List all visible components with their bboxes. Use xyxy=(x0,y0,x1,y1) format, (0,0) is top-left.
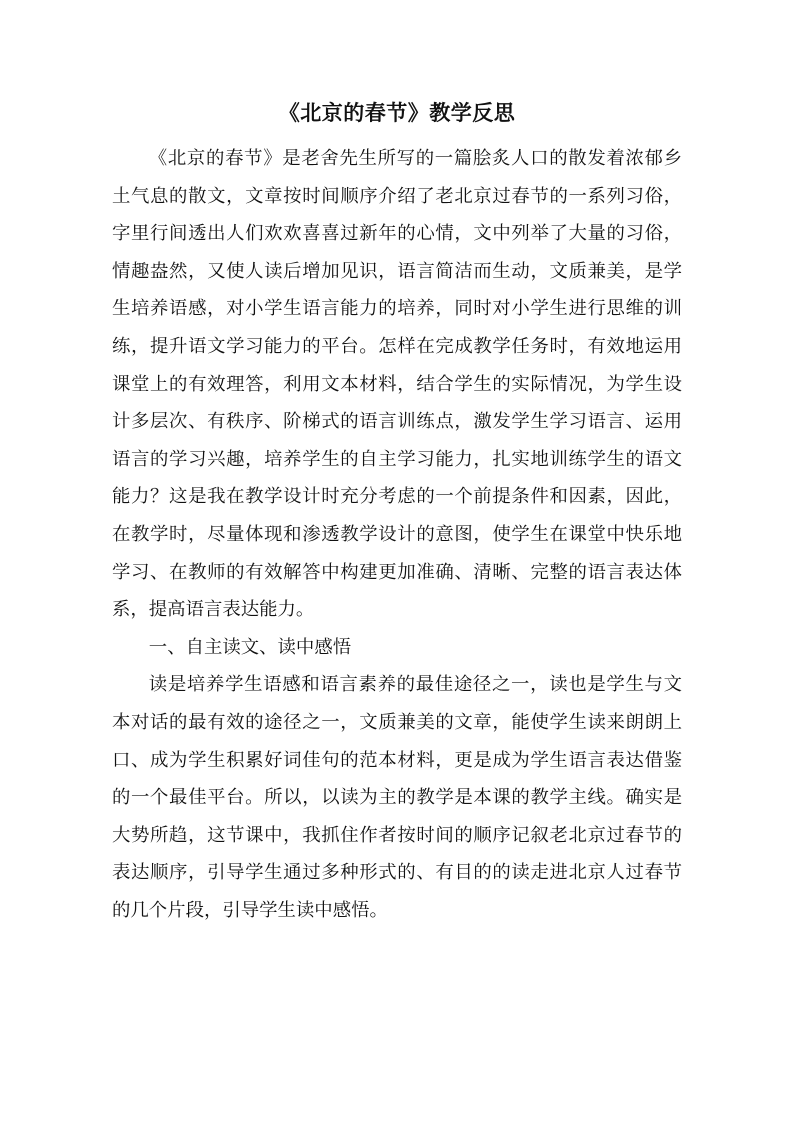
body-paragraph-2: 读是培养学生语感和语言素养的最佳途径之一，读也是学生与文本对话的最有效的途径之一，文质兼美的文章，能使学生读来朗朗上口、成为学生积累好词佳句的范本材料，更是成为学生语言表达借鉴的一个最佳平台。所以，以读为主的教学是本课的教学主线。确实是大势所趋，这节课中，我抓住作者按时间的顺序记叙老北京过春节的表达顺序，引导学生通过多种形式的、有目的的读走进北京人过春节的几个片段，引导学生读中感悟。 xyxy=(112,674,682,921)
section-heading-1: 一、自主读文、读中感悟 xyxy=(148,636,352,658)
document-title: 《北京的春节》教学反思 xyxy=(278,101,516,125)
body-paragraph-1: 《北京的春节》是老舍先生所写的一篇脍炙人口的散发着浓郁乡土气息的散文，文章按时间顺序介绍了老北京过春节的一系列习俗，字里行间透出人们欢欢喜喜过新年的心情，文中列举了大量的习俗，情趣盎然，又使人读后增加见识，语言简洁而生动，文质兼美，是学生培养语感，对小学生语言能力的培养，同时对小学生进行思维的训练，提升语文学习能力的平台。怎样在完成教学任务时，有效地运用课堂上的有效理答，利用文本材料，结合学生的实际情况，为学生设计多层次、有秩序、阶梯式的语言训练点，激发学生学习语言、运用语言的学习兴趣，培养学生的自主学习能力，扎实地训练学生的语文能力？这是我在教学设计时充分考虑的一个前提条件和因素，因此，在教学时，尽量体现和渗透教学设计的意图，使学生在课堂中快乐地学习、在教师的有效解答中构建更加准确、清晰、完整的语言表达体系，提高语言表达能力。 xyxy=(112,148,682,621)
